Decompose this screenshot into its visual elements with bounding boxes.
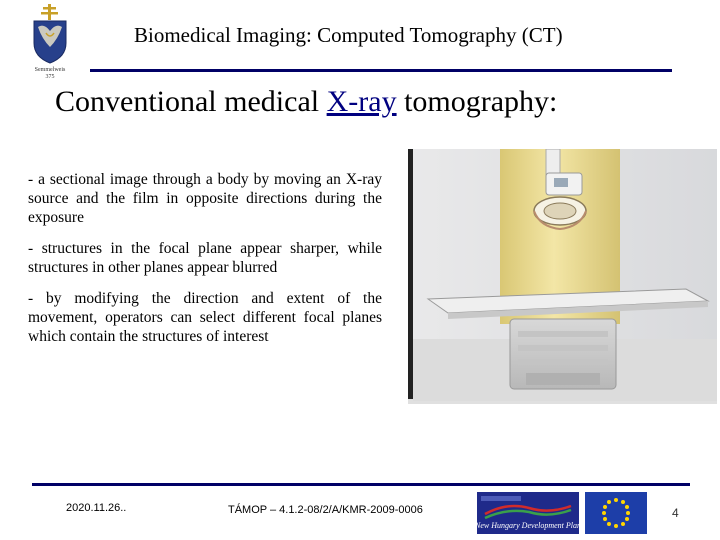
bullet-item: - structures in the focal plane appear sharper, while structures in other planes appear blurred [28,240,382,276]
heading-prefix: Conventional medical [55,85,327,118]
header-title: Biomedical Imaging: Computed Tomography (CT) [134,23,563,47]
xray-machine-photo [408,149,717,404]
footer-project-code: TÁMOP – 4.1.2-08/2/A/KMR-2009-0006 [228,504,423,516]
bullet-item: - a sectional image through a body by moving an X-ray source and the film in opposite directions during the exposure [28,171,382,226]
university-logo [28,3,72,79]
page-number: 4 [672,506,679,520]
heading-suffix: tomography: [396,85,558,118]
university-crest-icon [28,3,72,79]
footer-date: 2020.11.26.. [66,502,127,514]
xray-link[interactable]: X-ray [326,85,397,118]
new-hungary-development-plan-logo [477,492,579,534]
svg-text:New Hungary Development Plan: New Hungary Development Plan [477,521,579,530]
eu-flag-icon [585,492,647,534]
svg-text:Semmelweis: Semmelweis [34,67,66,73]
svg-text:375: 375 [45,74,55,79]
slide-heading [55,84,557,120]
bullet-item: - by modifying the direction and extent of the movement, operators can select different focal planes which contain the structures of interest [28,290,382,345]
bullet-list [28,170,382,358]
header-divider [90,69,672,72]
footer-divider [32,483,690,486]
